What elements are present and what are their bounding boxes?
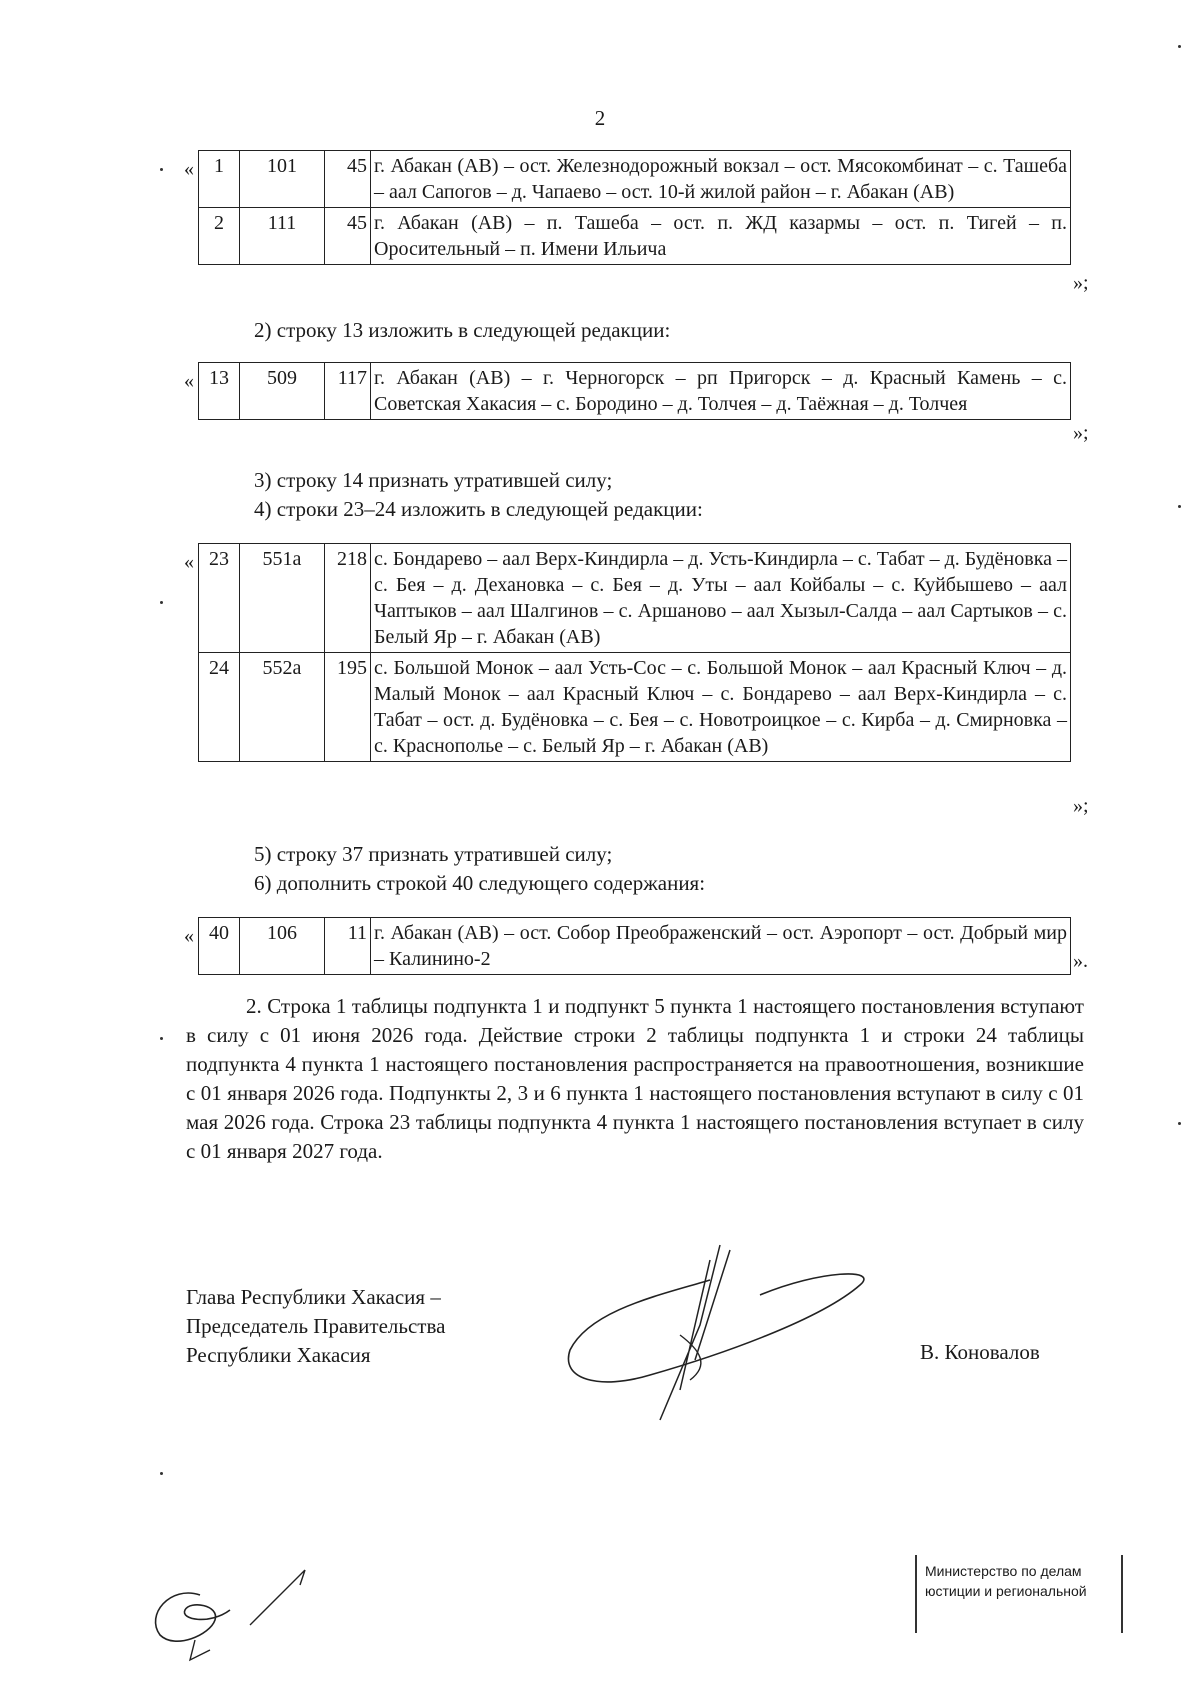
table-row	[199, 363, 1071, 420]
subitem-6: 6) дополнить строкой 40 следующего содержания:	[254, 871, 706, 895]
route-number: 551а	[240, 544, 325, 653]
route-path: с. Большой Монок – аал Усть-Сос – с. Большой Монок – аал Красный Ключ – д. Малый Монок – аал Красный Ключ – с. Бондарево – аал Верх-Киндирла – с. Табат – ост. д. Будёновка – с. Бея – с. Новотроицкое – с. Кирба – д. Смирновка – с. Краснополье – с. Белый Яр – г. Абакан (АВ)	[371, 653, 1071, 762]
signatory-name: В. Коновалов	[920, 1340, 1040, 1364]
close-quote: »;	[1073, 795, 1089, 817]
scan-speck	[160, 1037, 163, 1040]
route-number: 111	[240, 208, 325, 265]
route-path: г. Абакан (АВ) – ост. Собор Преображенский – ост. Аэропорт – ост. Добрый мир – Калинино-2	[371, 918, 1071, 975]
route-number: 552а	[240, 653, 325, 762]
subitem-3: 3) строку 14 признать утратившей силу;	[254, 468, 613, 492]
row-number: 40	[199, 918, 240, 975]
scan-speck	[1178, 1122, 1181, 1125]
page-number: 2	[594, 106, 606, 130]
scan-speck	[1178, 45, 1181, 48]
route-number: 106	[240, 918, 325, 975]
table-row	[199, 208, 1071, 265]
stamp-line: юстиции и региональной	[925, 1583, 1087, 1599]
route-length: 117	[325, 363, 371, 420]
route-table-3	[198, 543, 1071, 762]
signatory-title	[186, 1283, 445, 1370]
table-row	[199, 653, 1071, 762]
route-number: 509	[240, 363, 325, 420]
route-table-2	[198, 362, 1071, 420]
close-quote: »;	[1073, 272, 1089, 294]
handwritten-signature	[560, 1240, 900, 1430]
subitem-5: 5) строку 37 признать утратившей силу;	[254, 842, 613, 866]
scan-speck	[160, 601, 163, 604]
row-number: 23	[199, 544, 240, 653]
row-number: 1	[199, 151, 240, 208]
route-path: с. Бондарево – аал Верх-Киндирла – д. Усть-Киндирла – с. Табат – д. Будёновка – с. Бея – д. Дехановка – с. Бея – д. Уты – аал Койбалы – с. Куйбышево – аал Чаптыков – аал Шалгинов – с. Аршаново – аал Хызыл-Салда – аал Сартыков – с. Белый Яр – г. Абакан (АВ)	[371, 544, 1071, 653]
route-number: 101	[240, 151, 325, 208]
route-length: 195	[325, 653, 371, 762]
route-path: г. Абакан (АВ) – г. Черногорск – рп Пригорск – д. Красный Камень – с. Советская Хакасия – с. Бородино – д. Толчея – д. Таёжная – д. Толчея	[371, 363, 1071, 420]
stamp	[915, 1555, 1123, 1633]
table-row	[199, 918, 1071, 975]
route-path: г. Абакан (АВ) – п. Ташеба – ост. п. ЖД казармы – ост. п. Тигей – п. Оросительный – п. Имени Ильича	[371, 208, 1071, 265]
stamp-line: Министерство по делам	[925, 1563, 1082, 1579]
scan-speck	[160, 1472, 163, 1475]
subitem-4: 4) строки 23–24 изложить в следующей редакции:	[254, 497, 703, 521]
open-quote: «	[184, 551, 194, 573]
route-path: г. Абакан (АВ) – ост. Железнодорожный вокзал – ост. Мясокомбинат – с. Ташеба – аал Сапогов – д. Чапаево – ост. 10-й жилой район – г. Абакан (АВ)	[371, 151, 1071, 208]
route-table-1	[198, 150, 1071, 265]
route-length: 45	[325, 208, 371, 265]
initials-mark	[140, 1565, 320, 1665]
route-table-4	[198, 917, 1071, 975]
scan-speck	[160, 168, 163, 171]
close-quote: »;	[1073, 422, 1089, 444]
subitem-2: 2) строку 13 изложить в следующей редакции:	[254, 318, 671, 342]
paragraph-2	[186, 992, 1084, 1166]
open-quote: «	[184, 370, 194, 392]
row-number: 24	[199, 653, 240, 762]
route-length: 45	[325, 151, 371, 208]
signatory-title-line: Республики Хакасия	[186, 1343, 371, 1367]
paragraph-2-text: 2. Строка 1 таблицы подпункта 1 и подпункт 5 пункта 1 настоящего постановления вступают в силу с 01 июня 2026 года. Действие строки 2 таблицы подпункта 1 и строки 24 таблицы подпункта 4 пункта 1 настоящего постановления распространяется на правоотношения, возникшие с 01 января 2026 года. Подпункты 2, 3 и 6 пункта 1 настоящего постановления вступают в силу с 01 мая 2026 года. Строка 23 таблицы подпункта 4 пункта 1 настоящего постановления вступает в силу с 01 января 2027 года.	[186, 994, 1084, 1163]
close-quote: ».	[1073, 950, 1088, 972]
route-length: 218	[325, 544, 371, 653]
open-quote: «	[184, 158, 194, 180]
row-number: 13	[199, 363, 240, 420]
table-row	[199, 151, 1071, 208]
route-length: 11	[325, 918, 371, 975]
scan-speck	[1178, 505, 1181, 508]
row-number: 2	[199, 208, 240, 265]
signatory-title-line: Председатель Правительства	[186, 1314, 446, 1338]
signatory-title-line: Глава Республики Хакасия –	[186, 1285, 441, 1309]
open-quote: «	[184, 925, 194, 947]
table-row	[199, 544, 1071, 653]
